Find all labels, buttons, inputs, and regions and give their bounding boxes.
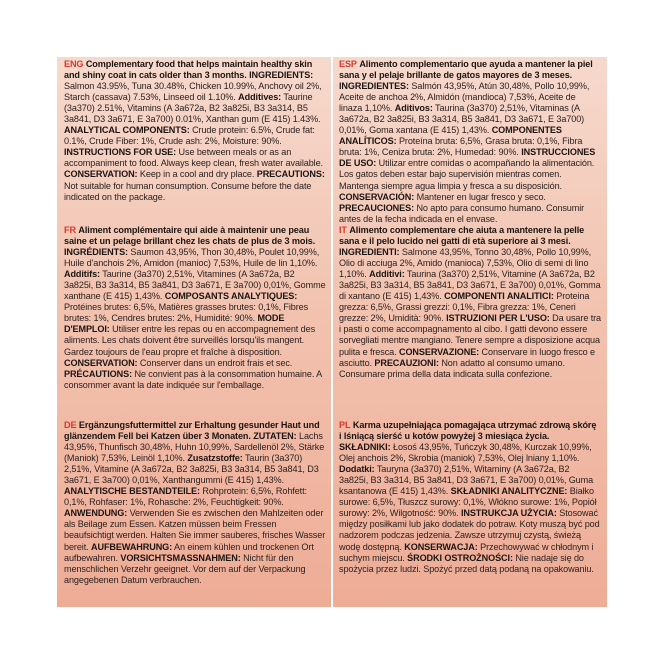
text: Saumon 43,95%, Thon 30,48%, Poulet 10,99%, Huile d'anchois 2%, Amidon (manioc) 7,53%, Huile de lin 1,10%. [64,247,320,269]
label: PRÉCAUTIONS: [64,368,133,379]
label-sheet [57,57,607,607]
label: INGREDIENTES: [339,81,409,92]
label: INSTRUKCJA UŻYCIA: [460,508,557,519]
text: Stosować między posiłkami lub jako dodatek do potraw. Koty muszą być pod nadzorem podczas jedzenia. Zawsze utrzymuj czystą, świeżą wodę dostępną. [339,508,600,552]
text: Taurina (3a370) 2,51%, Vitaminas (A 3a672a, B2 3a825i, B3 3a314, B5 3a841, D3 3a671, E 3a700) 0,01%, Goma xantana (E 415) 1,43%. [339,103,585,136]
label: CONSERVATION: [64,169,138,180]
label: ISTRUZIONI PER L'USO: [446,313,550,324]
label: CONSERVAZIONE: [398,346,480,357]
text: Mantener en lugar fresco y seco. [416,191,546,202]
text: Salmón 43,95%, Atún 30,48%, Pollo 10,99%, Aceite de anchoa 2%, Almidón (mandioca) 7,53%, Aceite de linaza 1,10%. [339,81,590,114]
label: SKŁADNIKI: [339,442,391,453]
section-it [339,225,601,380]
label: COMPONENTI ANALITICI: [444,291,554,302]
section-pl [339,420,601,575]
label: PRECAUTIONS: [256,169,325,180]
text: Proteina grezza: 6,5%, Grassi grezzi: 0,1%, Fibra grezza: 1%, Ceneri grezze: 2%, Umidità: 90%. [339,291,590,324]
heading-de: Ergänzungsfuttermittel zur Erhaltung gesunder Haut und glänzendem Fell bei Katzen über 3 Monaten. [64,420,320,442]
lang-code-eng: ENG [64,59,84,69]
label: CONSERVACIÓN: [339,191,415,202]
text: Taurine (3a370) 2.51%, Vitamins (A 3a672a, B2 3a825i, B3 3a314, B5 3a841, D3 3a671, E 3a700) 0.01%, Xanthan gum (E 415) 1.43%. [64,92,321,125]
text: Keep in a cool and dry place. [139,169,255,180]
text: Przechowywać w chłodnym i suchym miejscu. [339,541,594,563]
text: Taurine (3a370) 2,51%, Vitamines (A 3a672a, B2 3a825i, B3 3a314, B5 3a841, D3 3a671, E 3a700) 0,01%, Gomme xanthane (E 415) 1,43%. [64,269,326,302]
heading-eng: Complementary food that helps maintain healthy skin and shiny coat in cats older than 3 months. [64,59,313,81]
section-fr [64,225,326,391]
text: Salmone 43,95%, Tonno 30,48%, Pollo 10,99%, Olio di acciuga 2%, Amido (manioca) 7,53%, Olio di semi di lino 1,10%. [339,247,592,280]
text: Taurina (3a370) 2,51%, Vitamine (A 3a672a, B2 3a825i, B3 3a314, B5 3a841, D3 3a671, E 3a700) 0,01%, Gomma di xantano (E 415) 1,43%. [339,269,601,302]
text: Lachs 43,95%, Thunfisch 30,48%, Huhn 10,99%, Sardellenöl 2%, Stärke (Maniok) 7,53%, Leinöl 1,10%. [64,431,325,464]
text: Use between meals or as an accompaniment to food. Always keep clean, fresh water available. [64,147,323,169]
text: Taurin (3a370) 2,51%, Vitamine (A 3a672a, B2 3a825i, B3 3a314, B5 3a841, D3 3a671, E 3a700) 0,01%, Xanthangummi (E 415) 1,43%. [64,453,319,486]
lang-code-de: DE [64,420,77,430]
text: Non adatto al consumo umano. Consumare prima della data indicata sulla confezione. [339,357,565,379]
label: ANALYTISCHE BESTANDTEILE: [64,486,200,497]
text: Ne convient pas à la consommation humaine. A consommer avant la date indiquée sur l'emballage. [64,368,322,390]
label: Zusatzstoffe: [187,453,243,464]
label: INGRÉDIENTS: [64,247,128,258]
label: MODE D'EMPLOI: [64,313,285,335]
heading-fr: Aliment complémentaire qui aide à maintenir une peau saine et un pelage brillant chez les chats de plus de 3 mois. [64,225,316,247]
text: Conservare in luogo fresco e asciutto. [339,346,596,368]
label: INGREDIENTI: [339,247,400,258]
label: INGREDIENTS: [249,70,314,81]
lang-code-fr: FR [64,225,76,235]
heading-it: Alimento complementare che aiuta a mantenere la pelle sana e il pelo lucido nei gatti di età superiore ai 3 mesi. [339,225,585,247]
label: SKŁADNIKI ANALITYCZNE: [450,486,568,497]
text: Protéines brutes: 6,5%, Matières grasses brutes: 0,1%, Fibres brutes: 1%, Cendres brutes: 2%, Humidité: 90%. [64,302,309,324]
text: Utilizar entre comidas o acompañando la alimentación. Los gatos deben estar bajo supervisión mientras comen. Mantenga siempre agua limpia y fresca a su disposición. [339,158,595,191]
lang-code-it: IT [339,225,347,235]
label: ANALYTICAL COMPONENTS: [64,125,190,136]
label: ŚRODKI OSTROŻNOŚCI: [407,552,513,563]
heading-pl: Karma uzupełniająca pomagająca utrzymać zdrową skórę i lśniącą sierść u kotów powyżej 3 miesiąca życia. [339,420,597,442]
text: Rohprotein: 6,5%, Rohfett: 0,1%, Rohfaser: 1%, Rohasche: 2%, Feuchtigkeit: 90%. [64,486,307,508]
text: Proteína bruta: 6,5%, Grasa bruta: 0,1%, Fibra bruta: 1%, Ceniza bruta: 2%, Humedad: 90%. [339,136,583,158]
label: CONSERVATION: [64,357,138,368]
text: Conserver dans un endroit frais et sec. [139,357,293,368]
text: Salmon 43.95%, Tuna 30.48%, Chicken 10.99%, Anchovy oil 2%, Starch (cassava) 7.53%, Linseed oil 1.10%. [64,81,322,103]
label: PRECAUCIONES: [339,202,414,213]
column-divider [331,57,333,607]
label: Aditivos: [394,103,433,114]
label: Additifs: [64,269,100,280]
text: An einem kühlen und trockenen Ort aufbewahren. [64,541,314,563]
text: Da usare tra i pasti o come accompagnamento al cibo. I gatti devono essere sorvegliati mentre mangiano. Tenere sempre a disposizione acqua pulita e fresca. [339,313,602,357]
text: Białko surowe: 6,5%, Tłuszcz surowy: 0,1%, Włókno surowe: 1%, Popiół surowy: 2%, Wilgotność: 90%. [339,486,597,519]
text: Tauryna (3a370) 2,51%, Witaminy (A 3a672a, B2 3a825i, B3 3a314, B5 3a841, D3 3a671, E 3a700) 0,01%, Guma ksantanowa (E 415) 1,43%. [339,464,594,497]
lang-code-pl: PL [339,420,351,430]
text: No apto para consumo humano. Consumir antes de la fecha indicada en el envase. [339,202,585,224]
label: INSTRUCTIONS FOR USE: [64,147,177,158]
label: VORSICHTSMASSNAHMEN: [120,552,241,563]
text: Nicht für den menschlichen Verzehr geeignet. Vor dem auf der Verpackung angegebenen Datum verbrauchen. [64,552,306,585]
text: Crude protein: 6.5%, Crude fat: 0.1%, Crude Fiber: 1%, Crude ash: 2%, Moisture: 90%. [64,125,315,147]
text: Nie nadaje się do spożycia przez ludzi. Spożyć przed datą podaną na opakowaniu. [339,552,594,574]
label: COMPOSANTS ANALYTIQUES: [164,291,298,302]
section-eng [64,59,326,203]
label: Additivi: [369,269,405,280]
label: INSTRUCCIONES DE USO: [339,147,596,169]
label: PRECAUZIONI: [374,357,439,368]
heading-esp: Alimento complementario que ayuda a mantener la piel sana y el pelaje brillante de gatos mayores de 3 meses. [339,59,593,81]
text: Not suitable for human consumption. Consume before the date indicated on the package. [64,180,312,202]
text: Łosoś 43,95%, Tuńczyk 30,48%, Kurczak 10,99%, Olej anchois 2%, Skrobia (maniok) 7,53%, Olej lniany 1,10%. [339,442,592,464]
section-de [64,420,326,586]
lang-code-esp: ESP [339,59,357,69]
label: COMPONENTES ANALÍTICOS: [339,125,562,147]
label: KONSERWACJA: [404,541,478,552]
text: Verwenden Sie es zwischen den Mahlzeiten oder als Beilage zum Essen. Katzen müssen beim Fressen beaufsichtigt werden. Halten Sie immer sauberes, frisches Wasser bereit. [64,508,326,552]
label: ZUTATEN: [253,431,297,442]
text: Utiliser entre les repas ou en accompagnement des aliments. Les chats doivent être surveillés lorsqu'ils mangent. Gardez toujours de l'eau propre et fraîche à disposition. [64,324,316,357]
label: ANWENDUNG: [64,508,128,519]
label: Dodatki: [339,464,375,475]
section-esp [339,59,601,225]
label: Additives: [238,92,282,103]
label: AUFBEWAHRUNG: [91,541,173,552]
